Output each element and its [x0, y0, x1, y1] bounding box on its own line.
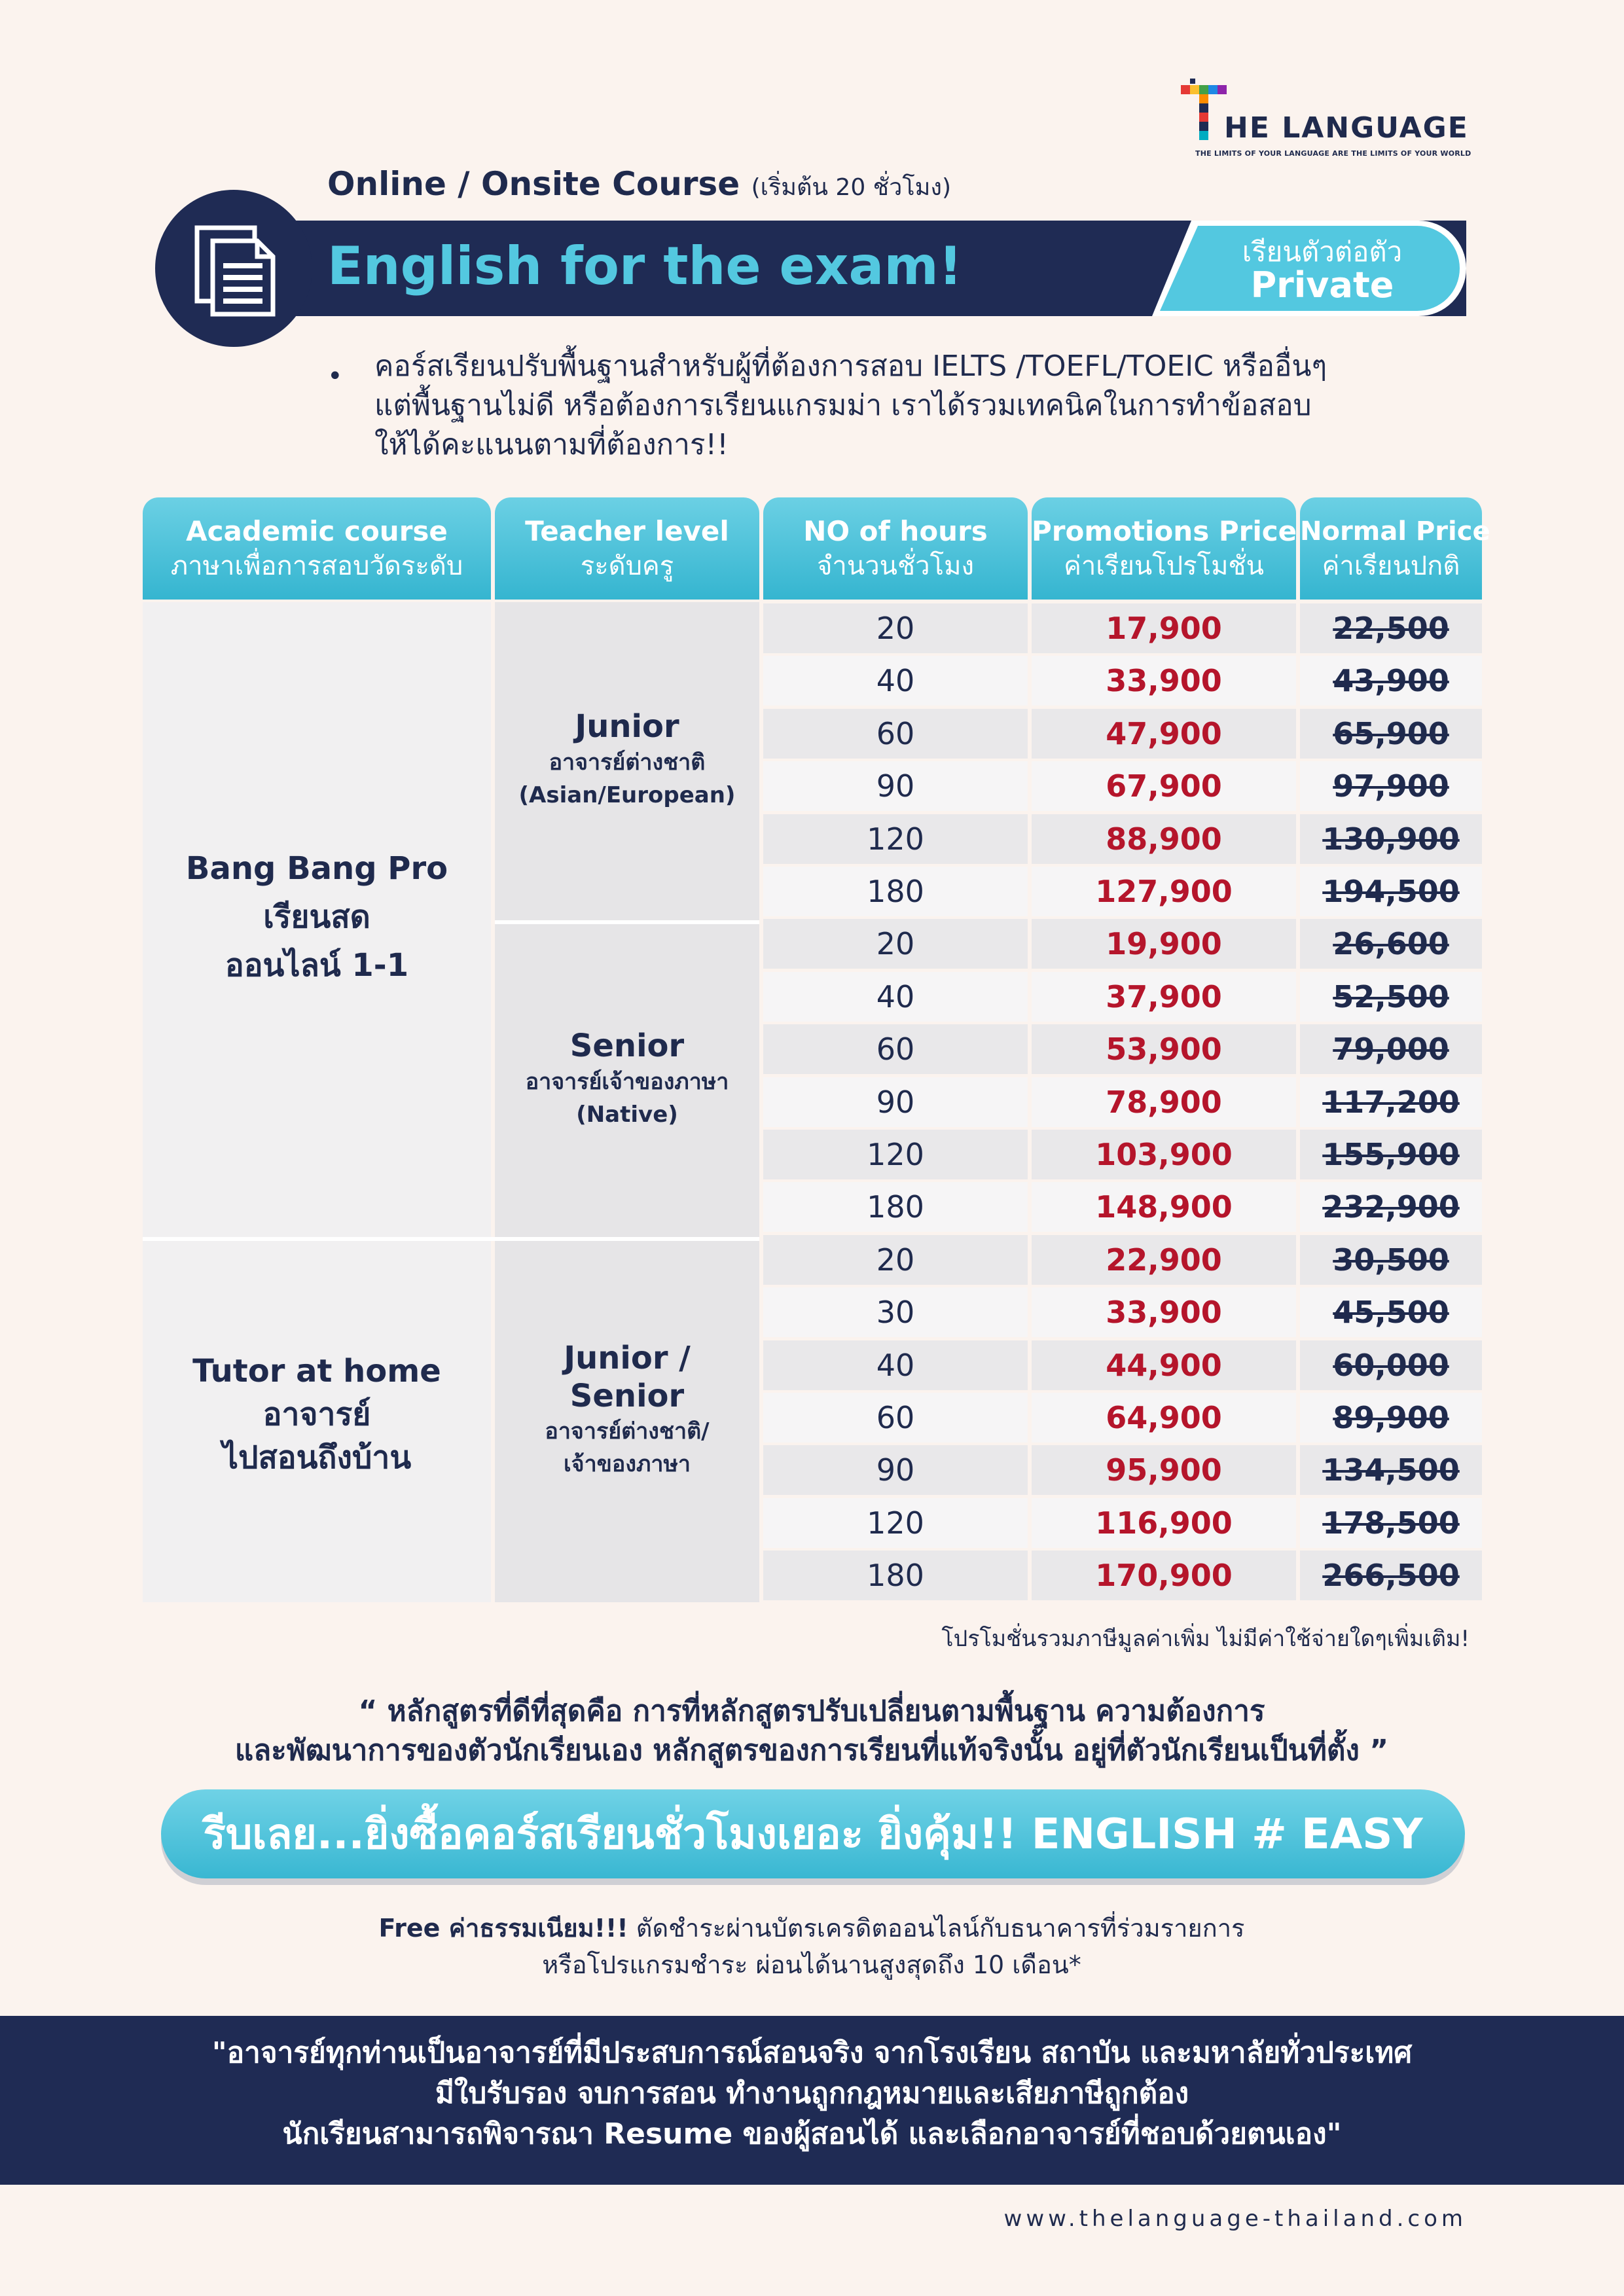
- teacher-sub: เจ้าของภาษา: [564, 1451, 691, 1477]
- cta-banner: รีบเลย...ยิ่งซื้อคอร์สเรียนชั่วโมงเยอะ ยิ่งคุ้ม!! ENGLISH # EASY: [161, 1789, 1465, 1878]
- teacher-title: Junior: [575, 708, 679, 745]
- hours-cell: 20: [763, 603, 1028, 653]
- promo-price-cell: 103,900: [1032, 1130, 1296, 1179]
- hours-cell: 180: [763, 1182, 1028, 1232]
- header-academic-course: [143, 497, 491, 600]
- header-en: Promotions Price: [1032, 515, 1297, 547]
- header-thai: ค่าเรียนปกติ: [1322, 551, 1460, 581]
- teacher-title: Senior: [569, 1028, 685, 1064]
- header-thai: ภาษาเพื่อการสอบวัดระดับ: [170, 551, 463, 581]
- normal-price-cell: 194,500: [1300, 867, 1482, 916]
- course-type: Online / Onsite Course: [327, 165, 740, 203]
- promo-price-cell: 170,900: [1032, 1551, 1296, 1600]
- normal-price-cell: 117,200: [1300, 1077, 1482, 1127]
- hours-cell: 120: [763, 1498, 1028, 1548]
- hours-cell: 120: [763, 814, 1028, 864]
- promo-price-cell: 148,900: [1032, 1182, 1296, 1232]
- private-tag-thai: เรียนตัวต่อตัว: [1242, 236, 1403, 268]
- header-teacher-level: [495, 497, 759, 600]
- hours-cell: 180: [763, 867, 1028, 916]
- promo-price-cell: 37,900: [1032, 972, 1296, 1022]
- normal-price-cell: 30,500: [1300, 1235, 1482, 1285]
- promo-price-cell: 19,900: [1032, 919, 1296, 969]
- course-bang-bang-pro: [143, 844, 491, 990]
- normal-price-cell: 45,500: [1300, 1287, 1482, 1337]
- promo-price-cell: 47,900: [1032, 709, 1296, 759]
- promo-price-cell: 22,900: [1032, 1235, 1296, 1285]
- normal-price-cell: 89,900: [1300, 1393, 1482, 1443]
- footer-line: มีใบรับรอง จบการสอน ทำงานถูกกฎหมายและเสียภาษีถูกต้อง: [435, 2077, 1189, 2110]
- hours-cell: 30: [763, 1287, 1028, 1337]
- header-thai: จำนวนชั่วโมง: [816, 551, 975, 581]
- normal-price-cell: 26,600: [1300, 919, 1482, 969]
- group-divider: [495, 920, 759, 924]
- quote-line: และพัฒนาการของตัวนักเรียนเอง หลักสูตรของการเรียนที่แท้จริงนั้น อยู่ที่ตัวนักเรียนเป็นที่ตั้ง ”: [234, 1734, 1389, 1767]
- promo-price-cell: 44,900: [1032, 1340, 1296, 1390]
- course-type-line: [327, 165, 951, 206]
- header-thai: ระดับครู: [580, 551, 674, 581]
- hours-cell: 120: [763, 1130, 1028, 1179]
- website-link[interactable]: www.thelanguage-thailand.com: [1003, 2206, 1467, 2232]
- hours-cell: 180: [763, 1551, 1028, 1600]
- footer-statement: [0, 2033, 1624, 2155]
- normal-price-cell: 52,500: [1300, 972, 1482, 1022]
- banner-icon-circle: [155, 190, 312, 347]
- normal-price-cell: 79,000: [1300, 1024, 1482, 1074]
- hours-cell: 90: [763, 761, 1028, 811]
- course-line: ออนไลน์ 1-1: [225, 947, 409, 984]
- promo-price-cell: 53,900: [1032, 1024, 1296, 1074]
- group-divider: [143, 1237, 759, 1241]
- promo-price-cell: 67,900: [1032, 761, 1296, 811]
- brand-name: HE LANGUAGE: [1224, 111, 1469, 145]
- course-duration-note: (เริ่มต้น 20 ชั่วโมง): [751, 174, 952, 201]
- normal-price-cell: 65,900: [1300, 709, 1482, 759]
- header-normal-price: [1300, 497, 1490, 600]
- promo-price-cell: 127,900: [1032, 867, 1296, 916]
- promo-price-cell: 78,900: [1032, 1077, 1296, 1127]
- footer-line: นักเรียนสามารถพิจารณา Resume ของผู้สอนได้ และเลือกอาจารย์ที่ชอบด้วยตนเอง": [282, 2117, 1342, 2151]
- payment-text: ตัดชำระผ่านบัตรเครดิตออนไลน์กับธนาคารที่ร่วมรายการ: [628, 1914, 1245, 1943]
- teacher-title: Senior: [569, 1378, 685, 1414]
- teacher-junior-senior: [495, 1339, 759, 1480]
- teacher-sub: อาจารย์ต่างชาติ/: [545, 1418, 710, 1444]
- course-tutor-at-home: [143, 1350, 491, 1479]
- private-tag-label: Private: [1250, 264, 1394, 306]
- brand-logo: [1178, 79, 1473, 164]
- course-line: เรียนสด: [263, 899, 370, 935]
- hours-cell: 60: [763, 1024, 1028, 1074]
- intro-line: แต่พื้นฐานไม่ดี หรือต้องการเรียนแกรมม่า เราได้รวมเทคนิคในการทำข้อสอบ: [374, 389, 1312, 422]
- header-hours: [763, 497, 1028, 600]
- promo-price-cell: 33,900: [1032, 656, 1296, 706]
- bullet-icon: •: [327, 361, 343, 391]
- header-en: Academic course: [186, 515, 448, 547]
- header-en: NO of hours: [803, 515, 988, 547]
- document-icon: [155, 190, 312, 347]
- hours-cell: 60: [763, 1393, 1028, 1443]
- promo-price-cell: 95,900: [1032, 1445, 1296, 1495]
- teacher-title: Junior /: [564, 1340, 691, 1376]
- payment-free-fee: Free ค่าธรรมเนียม!!!: [378, 1914, 628, 1943]
- teacher-junior: [495, 707, 759, 812]
- normal-price-cell: 266,500: [1300, 1551, 1482, 1600]
- promo-price-cell: 88,900: [1032, 814, 1296, 864]
- header-thai: ค่าเรียนโปรโมชั่น: [1064, 551, 1264, 581]
- promo-price-cell: 64,900: [1032, 1393, 1296, 1443]
- teacher-sub: (Asian/European): [518, 782, 736, 808]
- payment-info: [196, 1910, 1427, 1983]
- header-promotion-price: [1032, 497, 1296, 600]
- hours-cell: 40: [763, 1340, 1028, 1390]
- normal-price-cell: 232,900: [1300, 1182, 1482, 1232]
- normal-price-cell: 130,900: [1300, 814, 1482, 864]
- normal-price-cell: 43,900: [1300, 656, 1482, 706]
- payment-line: [196, 1910, 1427, 1946]
- promo-price-cell: 17,900: [1032, 603, 1296, 653]
- teacher-sub: อาจารย์เจ้าของภาษา: [525, 1069, 729, 1095]
- promo-price-cell: 33,900: [1032, 1287, 1296, 1337]
- logo-mark-icon: [1178, 79, 1231, 151]
- vat-note: โปรโมชั่นรวมภาษีมูลค่าเพิ่ม ไม่มีค่าใช้จ่ายใดๆเพิ่มเติม!: [941, 1626, 1470, 1652]
- banner-title: English for the exam!: [327, 236, 963, 296]
- normal-price-cell: 60,000: [1300, 1340, 1482, 1390]
- normal-price-cell: 22,500: [1300, 603, 1482, 653]
- normal-price-cell: 134,500: [1300, 1445, 1482, 1495]
- normal-price-cell: 155,900: [1300, 1130, 1482, 1179]
- course-line: ไปสอนถึงบ้าน: [222, 1439, 412, 1476]
- header-en: Normal Price: [1300, 516, 1490, 547]
- course-line: อาจารย์: [262, 1396, 371, 1433]
- normal-price-cell: 97,900: [1300, 761, 1482, 811]
- hours-cell: 60: [763, 709, 1028, 759]
- intro-line: คอร์สเรียนปรับพื้นฐานสำหรับผู้ที่ต้องการสอบ IELTS /TOEFL/TOEIC หรืออื่นๆ: [374, 350, 1327, 383]
- intro-line: ให้ได้คะแนนตามที่ต้องการ!!: [374, 428, 729, 461]
- header-en: Teacher level: [525, 515, 729, 547]
- hours-cell: 90: [763, 1445, 1028, 1495]
- hours-cell: 40: [763, 972, 1028, 1022]
- footer-line: "อาจารย์ทุกท่านเป็นอาจารย์ที่มีประสบการณ์สอนจริง จากโรงเรียน สถาบัน และมหาลัยทั่วประเทศ: [211, 2036, 1413, 2070]
- payment-line: หรือโปรแกรมชำระ ผ่อนได้นานสูงสุดถึง 10 เดือน*: [542, 1950, 1081, 1979]
- hours-cell: 20: [763, 919, 1028, 969]
- course-line: Tutor at home: [192, 1353, 441, 1390]
- course-line: Bang Bang Pro: [185, 850, 448, 887]
- promo-price-cell: 116,900: [1032, 1498, 1296, 1548]
- normal-price-cell: 178,500: [1300, 1498, 1482, 1548]
- teacher-sub: อาจารย์ต่างชาติ: [549, 749, 706, 776]
- hours-cell: 20: [763, 1235, 1028, 1285]
- teacher-sub: (Native): [576, 1102, 678, 1128]
- teacher-senior: [495, 1026, 759, 1131]
- hours-cell: 90: [763, 1077, 1028, 1127]
- intro-text: [374, 347, 1487, 465]
- brand-tagline: THE LIMITS OF YOUR LANGUAGE ARE THE LIMITS OF YOUR WORLD: [1195, 149, 1471, 158]
- philosophy-quote: [98, 1692, 1525, 1770]
- hours-cell: 40: [763, 656, 1028, 706]
- quote-line: “ หลักสูตรที่ดีที่สุดคือ การที่หลักสูตรปรับเปลี่ยนตามพื้นฐาน ความต้องการ: [358, 1695, 1265, 1728]
